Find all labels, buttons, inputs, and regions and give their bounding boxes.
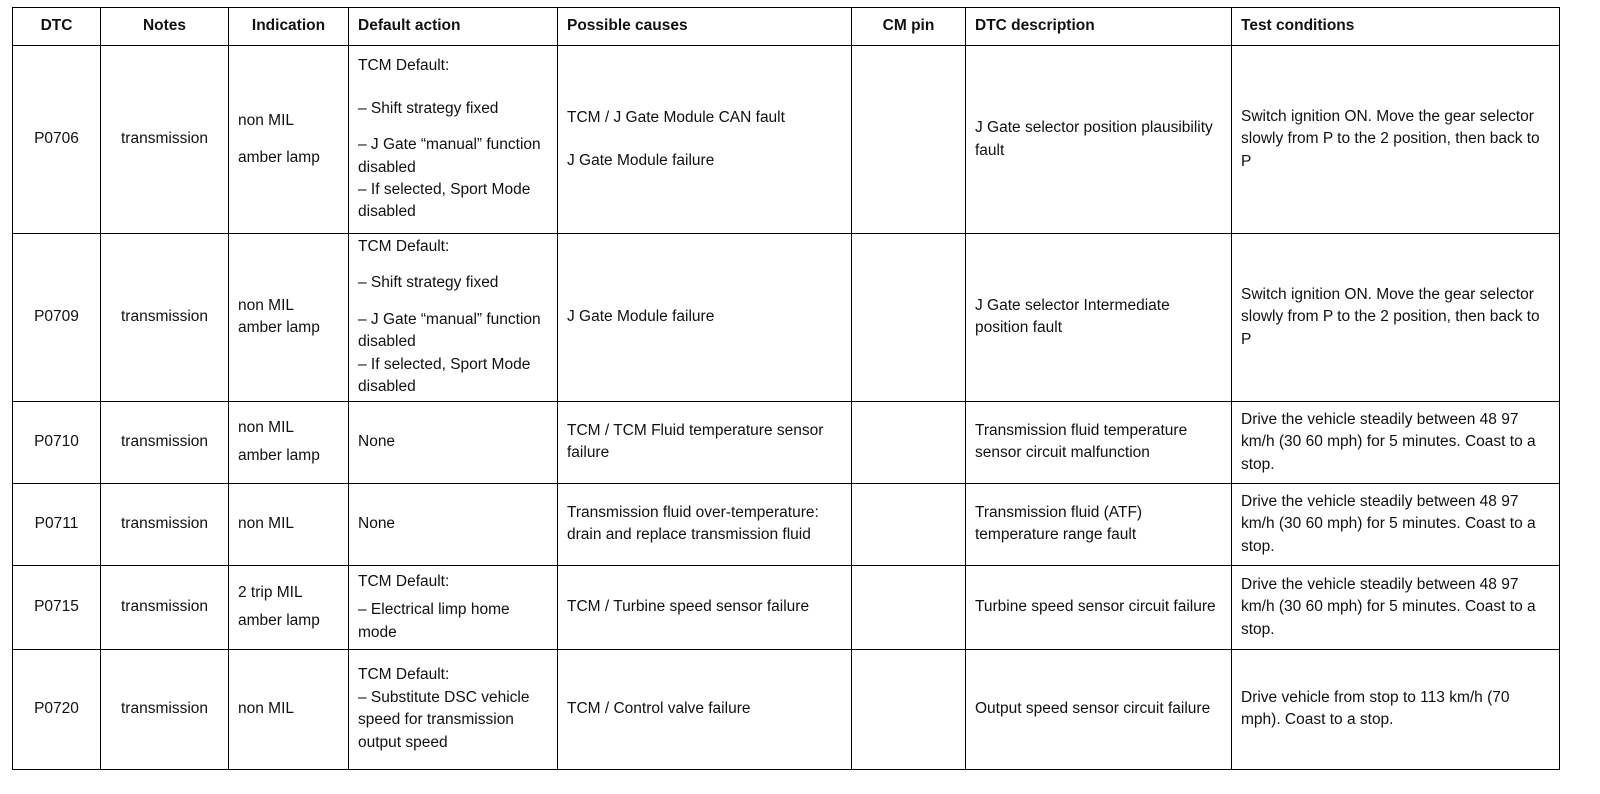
cm-pin-cell — [852, 649, 966, 769]
action-line: TCM Default: — [358, 666, 450, 684]
cause-line: TCM / Turbine speed sensor failure — [567, 598, 810, 616]
table-row — [13, 483, 1560, 565]
table-row — [13, 565, 1560, 649]
indication-line: amber lamp — [238, 447, 320, 465]
action-line: – J Gate “manual” function disabled — [358, 136, 541, 176]
cm-pin-cell — [852, 565, 966, 649]
dtc-description-cell: J Gate selector position plausibility fault — [966, 46, 1232, 234]
indication-cell — [229, 401, 349, 483]
dtc-description-cell: J Gate selector Intermediate position fault — [966, 234, 1232, 402]
indication-line: non MIL — [238, 700, 295, 718]
action-line: – If selected, Sport Mode disabled — [358, 355, 531, 396]
table-row — [13, 46, 1560, 234]
col-header-notes: Notes — [101, 8, 229, 46]
indication-line: amber lamp — [238, 319, 320, 337]
indication-line: amber lamp — [238, 612, 320, 630]
test-conditions-cell: Switch ignition ON. Move the gear selector slowly from P to the 2 position, then back to P — [1232, 234, 1560, 402]
notes-cell: transmission — [101, 46, 229, 234]
indication-cell — [229, 649, 349, 769]
cm-pin-cell — [852, 483, 966, 565]
possible-causes-cell — [558, 565, 852, 649]
col-header-cm-pin: CM pin — [852, 8, 966, 46]
col-header-possible-causes: Possible causes — [558, 8, 852, 46]
col-header-indication: Indication — [229, 8, 349, 46]
dtc-table — [12, 7, 1560, 770]
dtc-code: P0715 — [13, 565, 101, 649]
indication-line: non MIL — [238, 296, 295, 314]
table-row — [13, 234, 1560, 402]
indication-cell — [229, 565, 349, 649]
dtc-code: P0720 — [13, 649, 101, 769]
notes-cell: transmission — [101, 401, 229, 483]
possible-causes-cell — [558, 649, 852, 769]
possible-causes-cell — [558, 46, 852, 234]
col-header-dtc-description: DTC description — [966, 8, 1232, 46]
indication-line: non MIL — [238, 515, 295, 533]
action-line: None — [358, 515, 396, 533]
dtc-code: P0709 — [13, 234, 101, 402]
cause-line: Transmission fluid over-temperature: drain and replace transmission fluid — [567, 503, 819, 544]
default-action-cell — [349, 401, 558, 483]
test-conditions-cell: Drive vehicle from stop to 113 km/h (70 mph). Coast to a stop. — [1232, 649, 1560, 769]
notes-cell: transmission — [101, 483, 229, 565]
possible-causes-cell — [558, 483, 852, 565]
possible-causes-cell — [558, 234, 852, 402]
dtc-code: P0706 — [13, 46, 101, 234]
table-row — [13, 649, 1560, 769]
col-header-test-conditions: Test conditions — [1232, 8, 1560, 46]
test-conditions-cell: Drive the vehicle steadily between 48 97 km/h (30 60 mph) for 5 minutes. Coast to a stop. — [1232, 565, 1560, 649]
cause-line: J Gate Module failure — [567, 308, 715, 326]
action-line: – Shift strategy fixed — [358, 99, 499, 117]
action-line: – Substitute DSC vehicle speed for transmission output speed — [358, 688, 530, 751]
default-action-cell — [349, 649, 558, 769]
cause-line: J Gate Module failure — [567, 151, 715, 169]
dtc-code: P0711 — [13, 483, 101, 565]
notes-cell: transmission — [101, 565, 229, 649]
cause-line: TCM / Control valve failure — [567, 700, 751, 718]
dtc-description-cell: Transmission fluid (ATF) temperature range fault — [966, 483, 1232, 565]
notes-cell: transmission — [101, 649, 229, 769]
test-conditions-cell: Switch ignition ON. Move the gear selector slowly from P to the 2 position, then back to P — [1232, 46, 1560, 234]
indication-line: amber lamp — [238, 148, 320, 166]
col-header-default-action: Default action — [349, 8, 558, 46]
action-line: TCM Default: — [358, 572, 450, 590]
indication-line: 2 trip MIL — [238, 583, 303, 601]
col-header-dtc: DTC — [13, 8, 101, 46]
indication-line: non MIL — [238, 418, 295, 436]
test-conditions-cell: Drive the vehicle steadily between 48 97 km/h (30 60 mph) for 5 minutes. Coast to a stop. — [1232, 483, 1560, 565]
test-conditions-cell: Drive the vehicle steadily between 48 97 km/h (30 60 mph) for 5 minutes. Coast to a stop. — [1232, 401, 1560, 483]
action-line: TCM Default: — [358, 238, 450, 255]
table-row — [13, 401, 1560, 483]
action-line: – If selected, Sport Mode disabled — [358, 180, 531, 221]
dtc-description-cell: Turbine speed sensor circuit failure — [966, 565, 1232, 649]
notes-cell: transmission — [101, 234, 229, 402]
cm-pin-cell — [852, 234, 966, 402]
default-action-cell — [349, 46, 558, 234]
default-action-cell — [349, 483, 558, 565]
possible-causes-cell — [558, 401, 852, 483]
default-action-cell — [349, 234, 558, 402]
header-row — [13, 8, 1560, 46]
action-line: – Electrical limp home mode — [358, 601, 510, 641]
cause-line: TCM / TCM Fluid temperature sensor failure — [567, 421, 824, 462]
indication-line: non MIL — [238, 112, 295, 130]
indication-cell — [229, 234, 349, 402]
action-line: – Shift strategy fixed — [358, 274, 499, 292]
indication-cell — [229, 46, 349, 234]
cm-pin-cell — [852, 401, 966, 483]
default-action-cell — [349, 565, 558, 649]
cm-pin-cell — [852, 46, 966, 234]
dtc-code: P0710 — [13, 401, 101, 483]
dtc-description-cell: Transmission fluid temperature sensor circuit malfunction — [966, 401, 1232, 483]
indication-cell — [229, 483, 349, 565]
action-line: TCM Default: — [358, 57, 450, 75]
action-line: None — [358, 433, 396, 451]
action-line: – J Gate “manual” function disabled — [358, 310, 541, 351]
cause-line: TCM / J Gate Module CAN fault — [567, 109, 785, 127]
dtc-description-cell: Output speed sensor circuit failure — [966, 649, 1232, 769]
